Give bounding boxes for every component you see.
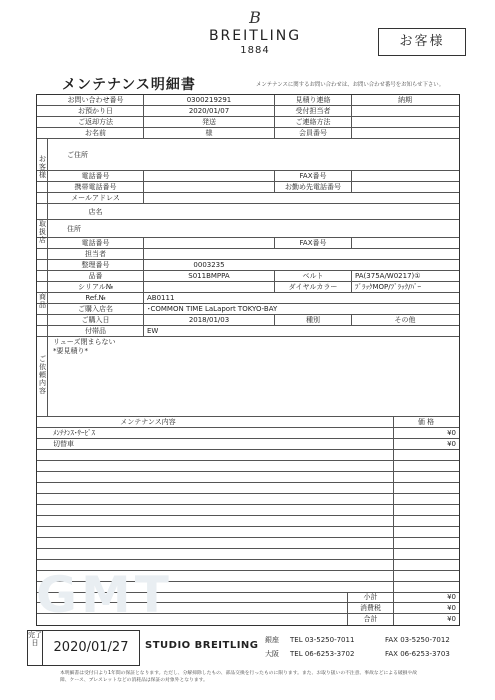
maintenance-item-row [37,538,459,549]
maintenance-item-row [37,450,459,461]
warranty-footnote: 本明細書は受付日より1年間の保証となります。ただし、分解掃除したもの、部品交換を行ったものに限ります。また、お取り扱いの不注意、事故などによる破損や故障、ケース、ブレスレットなどの消耗品は保証の対象外となります。 [60,671,418,683]
row-staff [37,249,459,260]
side-label-customer: お客様 [39,155,46,179]
label-email: メールアドレス [71,194,120,202]
osaka-fax: FAX 06-6253-3703 [385,650,450,658]
label-staff: 担当者 [85,250,106,258]
brand-name: BREITLING [208,28,302,44]
value-purchase-shop: ･COMMON TIME LaLaport TOKYO-BAY [147,305,278,313]
row-name [37,128,459,139]
osaka-tel: TEL 06-6253-3702 [290,650,355,658]
row-inquiry [37,95,459,106]
label-store: 店名 [88,208,103,216]
value-ref: AB0111 [147,294,175,302]
label-belt: ベルト [302,272,324,280]
maintenance-item-row [37,461,459,472]
row-ref-no [37,260,459,271]
ginza-tel: TEL 03-5250-7011 [290,636,355,644]
label-inquiry: お問い合わせ番号 [67,96,124,104]
maintenance-item-row [37,549,459,560]
row-ref [37,293,459,304]
maintenance-form [36,94,460,626]
label-work-phone: お勤め先電話番号 [285,183,341,191]
value-subtotal: ¥0 [447,593,456,601]
maintenance-header [37,417,459,428]
osaka-label: 大阪 [265,650,279,658]
value-dial-color: ﾌﾞﾗｯｸMOP/ﾌﾞﾗｯｸ/ﾊﾞｰ [355,283,421,291]
value-belt: PA(375A/W0217)① [355,272,421,280]
watermark: GMT [36,566,173,624]
value-ref-no: 0003235 [193,261,225,269]
row-purchase-date [37,315,459,326]
label-purchase-date: ご購入日 [81,316,110,324]
maintenance-item-price: ¥0 [447,440,456,448]
label-member-number: 会員番号 [299,129,327,137]
maintenance-item-row [37,472,459,483]
maintenance-item-row [37,483,459,494]
ginza-fax: FAX 03-5250-7012 [385,636,450,644]
value-received: 2020/01/07 [188,107,230,115]
value-delivery: 納期 [398,96,412,104]
row-received [37,106,459,117]
header-maintenance-content: メンテナンス内容 [120,418,176,426]
studio-name: STUDIO BREITLING [145,640,259,651]
label-serial: シリアル№ [77,283,113,291]
maintenance-item-row [37,505,459,516]
brand-mark-icon: B [249,8,261,27]
request-line-2: *要見積り* [53,347,88,355]
side-label-product: 商品 [39,293,46,309]
maintenance-item-row [37,494,459,505]
label-fax: FAX番号 [299,172,327,180]
header-price: 価 格 [417,418,435,426]
label-mobile: 携帯電話番号 [74,183,117,191]
side-label-request: ご依頼内容 [39,355,46,395]
label-dial-color: ダイヤルカラー [288,283,338,291]
maintenance-item-name: 切替車 [53,440,74,448]
row-mobile [37,182,459,193]
value-total: ¥0 [447,615,456,623]
value-name: 様 [205,129,213,137]
side-label-dealer: 取扱店 [39,220,46,244]
maintenance-item-row [37,516,459,527]
label-store-phone: 電話番号 [81,239,110,247]
ginza-label: 銀座 [265,636,279,644]
label-tax: 消費税 [360,604,381,612]
label-purchase-shop: ご購入店名 [78,305,113,313]
label-name: お名前 [85,129,106,137]
row-model [37,271,459,282]
label-address: ご住所 [67,151,88,159]
maintenance-item-row [37,428,459,439]
label-return-method: ご返却方法 [78,118,113,126]
value-purchase-date: 2018/01/03 [188,316,230,324]
row-store-phone [37,238,459,249]
row-accessories [37,326,459,337]
row-email [37,193,459,204]
row-phone [37,171,459,182]
label-total: 合計 [363,615,378,623]
label-ref: Ref.№ [85,294,106,302]
customer-copy-box: お客様 [378,28,466,56]
label-subtotal: 小計 [363,593,378,601]
label-reception-staff: 受付担当者 [295,107,331,115]
document-title: メンテナンス明細書 [62,77,196,93]
row-store [37,204,459,220]
value-inquiry: 0300219291 [186,96,232,104]
value-model: S011BMPPA [188,272,230,280]
value-accessories: EW [147,327,159,335]
label-estimate-contact: 見積り連絡 [295,96,331,104]
label-model: 品番 [88,272,103,280]
maintenance-item-row [37,527,459,538]
label-contact-method: ご連絡方法 [295,118,331,126]
label-store-fax: FAX番号 [299,239,327,247]
maintenance-item-name: ﾒﾝﾃﾅﾝｽ･ｻｰﾋﾞｽ [53,429,95,437]
row-purchase-shop [37,304,459,315]
label-accessories: 付帯品 [85,327,106,335]
row-store-address [37,220,459,238]
value-return-method: 発送 [202,118,216,126]
completion-date: 2020/01/27 [42,630,140,666]
label-ref-no: 整理番号 [81,261,110,269]
value-category: その他 [394,316,416,324]
row-request [37,337,459,417]
maintenance-item-row [37,439,459,450]
row-serial [37,282,459,293]
label-category: 種別 [306,316,320,324]
row-return-method [37,117,459,128]
value-tax: ¥0 [447,604,456,612]
request-line-1: リューズ閉まらない [53,338,116,346]
maintenance-item-price: ¥0 [447,429,456,437]
inquiry-notice: メンテナンスに関するお問い合わせは、お問い合わせ番号をお知らせ下さい。 [256,82,445,88]
brand-year: 1884 [240,45,270,56]
brand-logo [205,10,305,56]
row-address [37,139,459,171]
label-phone: 電話番号 [81,172,110,180]
label-received: お預かり日 [78,107,113,115]
label-store-address: 住所 [67,225,81,233]
completion-date-label: 完了日 [27,630,43,666]
